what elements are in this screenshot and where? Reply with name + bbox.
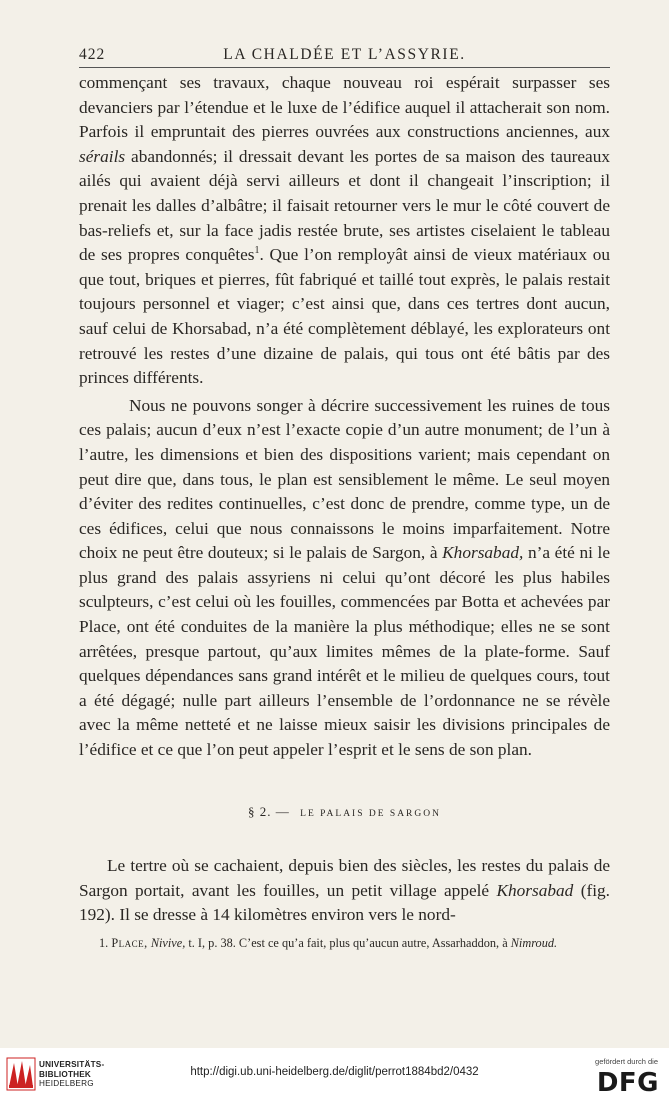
italic-khorsabad: Khorsabad, [442, 543, 524, 563]
italic-khorsabad-2: Khorsabad [496, 880, 574, 900]
section-title: LE PALAIS DE SARGON [300, 809, 441, 819]
funding-caption: gefördert durch die [595, 1057, 658, 1066]
footnote-number: 1. [99, 936, 109, 950]
italic-serails: sérails [79, 146, 126, 166]
dfg-logo: DFG [596, 1068, 659, 1098]
footnote-work: Nivive, [150, 936, 186, 950]
footnote: 1. Place, Nivive, t. I, p. 38. C’est ce qu’a fait, plus qu’aucun autre, Assarhaddon, à Nimroud. [99, 936, 558, 950]
running-header [79, 42, 610, 68]
permalink-url[interactable]: http://digi.ub.uni-heidelberg.de/diglit/perrot1884bd2/0432 [190, 1066, 479, 1078]
running-title: LA CHALDÉE ET L’ASSYRIE. [223, 46, 466, 63]
main-text [79, 71, 610, 763]
section-number: § 2. — [248, 804, 290, 819]
paragraph-2: Nous ne pouvons songer à décrire successivement les ruines de tous ces palais; aucun d’eux n’est l’exacte copie d’un autre monument; de l’un à l’autre, les dimensions et bien des dispositions varient; mais cependant on peut dire que, dans tous, le plan est sensiblement le même. Le seul moyen d’éviter des redites continuelles, c’est donc de prendre, comme type, un de ces édifices, celui que nous connaissons le moins imparfaitement. Notre choix ne peut être douteux; si le palais de Sargon, à Khorsabad, n’a été ni le plus grand des palais assyriens ni celui qu’ont décoré les plus habiles sculpteurs, c’est celui où les fouilles, commencées par Botta et achevées par Place, ont été conduites de la manière la plus méthodique; elles ne se sont arrêtées, presque partout, qu’aux limites mêmes de la plate-forme. Sauf quelques dépendances sans grand intérêt et le milieu de quelques cours, tout a été dégagé; nulle part ailleurs l’ensemble de l’ordonnance ne se révèle avec la même netteté et ne laisse mieux saisir les divisions principales de l’édifice et ce que l’on peut appeler l’esprit et le sens de son plan. [79, 395, 611, 760]
section-heading [79, 804, 610, 820]
header-rule [79, 67, 610, 68]
footnote-ref[interactable]: 1 [254, 245, 260, 257]
paragraph-1: commençant ses travaux, chaque nouveau roi espérait surpasser ses devanciers par l’étendue et le luxe de l’édifice auquel il attacherait son nom. Parfois il empruntait des pierres ouvrées aux constructions anciennes, aux sérails abandonnés; il dressait devant les portes de sa maison des taureaux ailés qui avaient déjà servi ailleurs et dont il changeait l’inscription; il prenait les dalles d’albâtre; il faisait retourner vers le mur le côté couvert de bas-reliefs et, sur la face jadis restée brute, ses artistes ciselaient le tableau de ses propres conquêtes$^1$. Que l’on remployât ainsi de vieux matériaux ou que tout, briques et pierres, fût fabriqué et taillé tout exprès, le palais restait toujours personnel et viager; c’est ainsi que, dans ces tertres dont aucun, sauf celui de Khorsabad, n’a été complètement déblayé, les explorateurs ont retrouvé les restes d’une dizaine de palais, qui tous ont été bâtis par des princes différents. [79, 73, 610, 388]
library-name: UNIVERSITÄTS- BIBLIOTHEK HEIDELBERG [39, 1060, 105, 1088]
footer-bar [0, 1048, 669, 1100]
footnote-place: Nimroud. [510, 936, 558, 950]
paragraph-3: Le tertre où se cachaient, depuis bien des siècles, les restes du palais de Sargon portait, avant les fouilles, un petit village appelé Khorsabad (fig. 192). Il se dresse à 14 kilomètres environ vers le nord- [79, 856, 610, 925]
section-text [79, 854, 610, 928]
page-number: 422 [79, 46, 106, 63]
footnote-author: Place, [111, 936, 148, 950]
